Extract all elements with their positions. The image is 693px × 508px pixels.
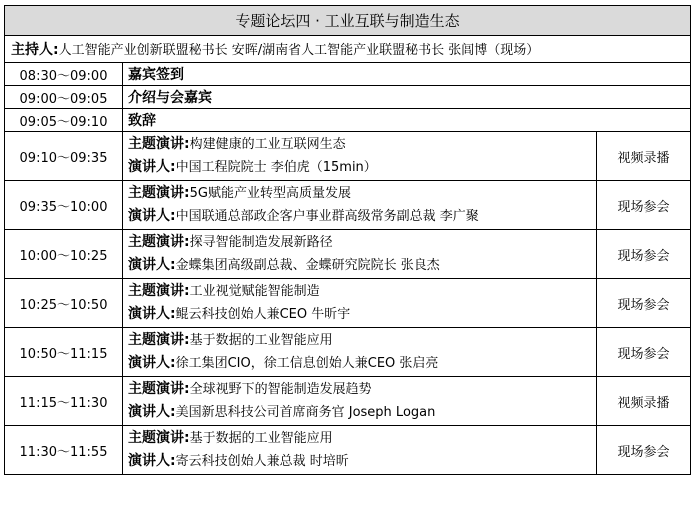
talk-row [5, 132, 691, 181]
time-cell: 11:15～11:30 [5, 377, 123, 426]
speaker-label: 演讲人: [128, 355, 176, 371]
speaker-label: 演讲人: [128, 453, 176, 469]
topic-label: 主题演讲: [128, 283, 190, 299]
speaker-line [128, 450, 596, 473]
speaker-label: 演讲人: [128, 208, 176, 224]
host-text: 人工智能产业创新联盟秘书长 安晖/湖南省人工智能产业联盟秘书长 张闾博（现场） [58, 43, 540, 58]
topic-line [128, 280, 596, 303]
topic-text: 构建健康的工业互联网生态 [189, 137, 346, 152]
topic-label: 主题演讲: [128, 381, 190, 397]
attendance-mode: 视频录播 [597, 132, 691, 181]
time-cell: 09:05～09:10 [5, 109, 123, 132]
attendance-mode: 现场参会 [597, 181, 691, 230]
speaker-text: 中国联通总部政企客户事业群高级常务副总裁 李广聚 [175, 209, 479, 224]
speaker-text: 寄云科技创始人兼总裁 时培昕 [175, 454, 349, 469]
talk-content [123, 426, 597, 475]
speaker-line [128, 303, 596, 326]
speaker-label: 演讲人: [128, 159, 176, 175]
topic-text: 基于数据的工业智能应用 [189, 333, 333, 348]
attendance-mode: 现场参会 [597, 230, 691, 279]
attendance-mode: 现场参会 [597, 426, 691, 475]
topic-text: 基于数据的工业智能应用 [189, 431, 333, 446]
talk-content [123, 132, 597, 181]
agenda-title: 致辞 [123, 109, 691, 132]
talk-row [5, 181, 691, 230]
talk-content [123, 181, 597, 230]
speaker-line [128, 254, 596, 277]
topic-text: 探寻智能制造发展新路径 [189, 235, 333, 250]
topic-label: 主题演讲: [128, 332, 190, 348]
speaker-line [128, 156, 596, 179]
time-cell: 11:30～11:55 [5, 426, 123, 475]
host-cell [5, 36, 691, 63]
agenda-row [5, 86, 691, 109]
topic-line [128, 378, 596, 401]
speaker-label: 演讲人: [128, 257, 176, 273]
agenda-title: 介绍与会嘉宾 [123, 86, 691, 109]
time-cell: 10:00～10:25 [5, 230, 123, 279]
topic-text: 全球视野下的智能制造发展趋势 [189, 382, 372, 397]
talk-row [5, 328, 691, 377]
time-cell: 09:10～09:35 [5, 132, 123, 181]
speaker-line [128, 352, 596, 375]
topic-text: 5G赋能产业转型高质量发展 [189, 186, 351, 201]
topic-line [128, 329, 596, 352]
attendance-mode: 现场参会 [597, 279, 691, 328]
agenda-row [5, 63, 691, 86]
time-cell: 10:50～11:15 [5, 328, 123, 377]
speaker-line [128, 205, 596, 228]
talk-row [5, 426, 691, 475]
title-row [5, 6, 691, 36]
talk-row [5, 230, 691, 279]
speaker-line [128, 401, 596, 424]
talk-row [5, 377, 691, 426]
speaker-text: 金蝶集团高级副总裁、金蝶研究院院长 张良杰 [175, 258, 440, 273]
agenda-row [5, 109, 691, 132]
speaker-text: 中国工程院院士 李伯虎（15min） [175, 160, 377, 175]
talk-row [5, 279, 691, 328]
topic-line [128, 427, 596, 450]
topic-label: 主题演讲: [128, 136, 190, 152]
topic-label: 主题演讲: [128, 185, 190, 201]
topic-line [128, 182, 596, 205]
agenda-sheet [4, 5, 690, 475]
talk-content [123, 279, 597, 328]
agenda-table [4, 5, 691, 475]
forum-title: 专题论坛四 · 工业互联与制造生态 [5, 6, 691, 36]
topic-line [128, 231, 596, 254]
talk-content [123, 328, 597, 377]
attendance-mode: 现场参会 [597, 328, 691, 377]
topic-text: 工业视觉赋能智能制造 [189, 284, 320, 299]
speaker-label: 演讲人: [128, 306, 176, 322]
topic-label: 主题演讲: [128, 430, 190, 446]
time-cell: 09:35～10:00 [5, 181, 123, 230]
talk-content [123, 230, 597, 279]
host-row [5, 36, 691, 63]
attendance-mode: 视频录播 [597, 377, 691, 426]
time-cell: 08:30～09:00 [5, 63, 123, 86]
host-label: 主持人: [11, 42, 59, 58]
speaker-label: 演讲人: [128, 404, 176, 420]
time-cell: 09:00～09:05 [5, 86, 123, 109]
speaker-text: 徐工集团CIO，徐工信息创始人兼CEO 张启亮 [175, 356, 439, 371]
agenda-title: 嘉宾签到 [123, 63, 691, 86]
speaker-text: 鲲云科技创始人兼CEO 牛昕宇 [175, 307, 351, 322]
topic-label: 主题演讲: [128, 234, 190, 250]
talk-content [123, 377, 597, 426]
topic-line [128, 133, 596, 156]
speaker-text: 美国新思科技公司首席商务官 Joseph Logan [175, 405, 436, 420]
time-cell: 10:25～10:50 [5, 279, 123, 328]
